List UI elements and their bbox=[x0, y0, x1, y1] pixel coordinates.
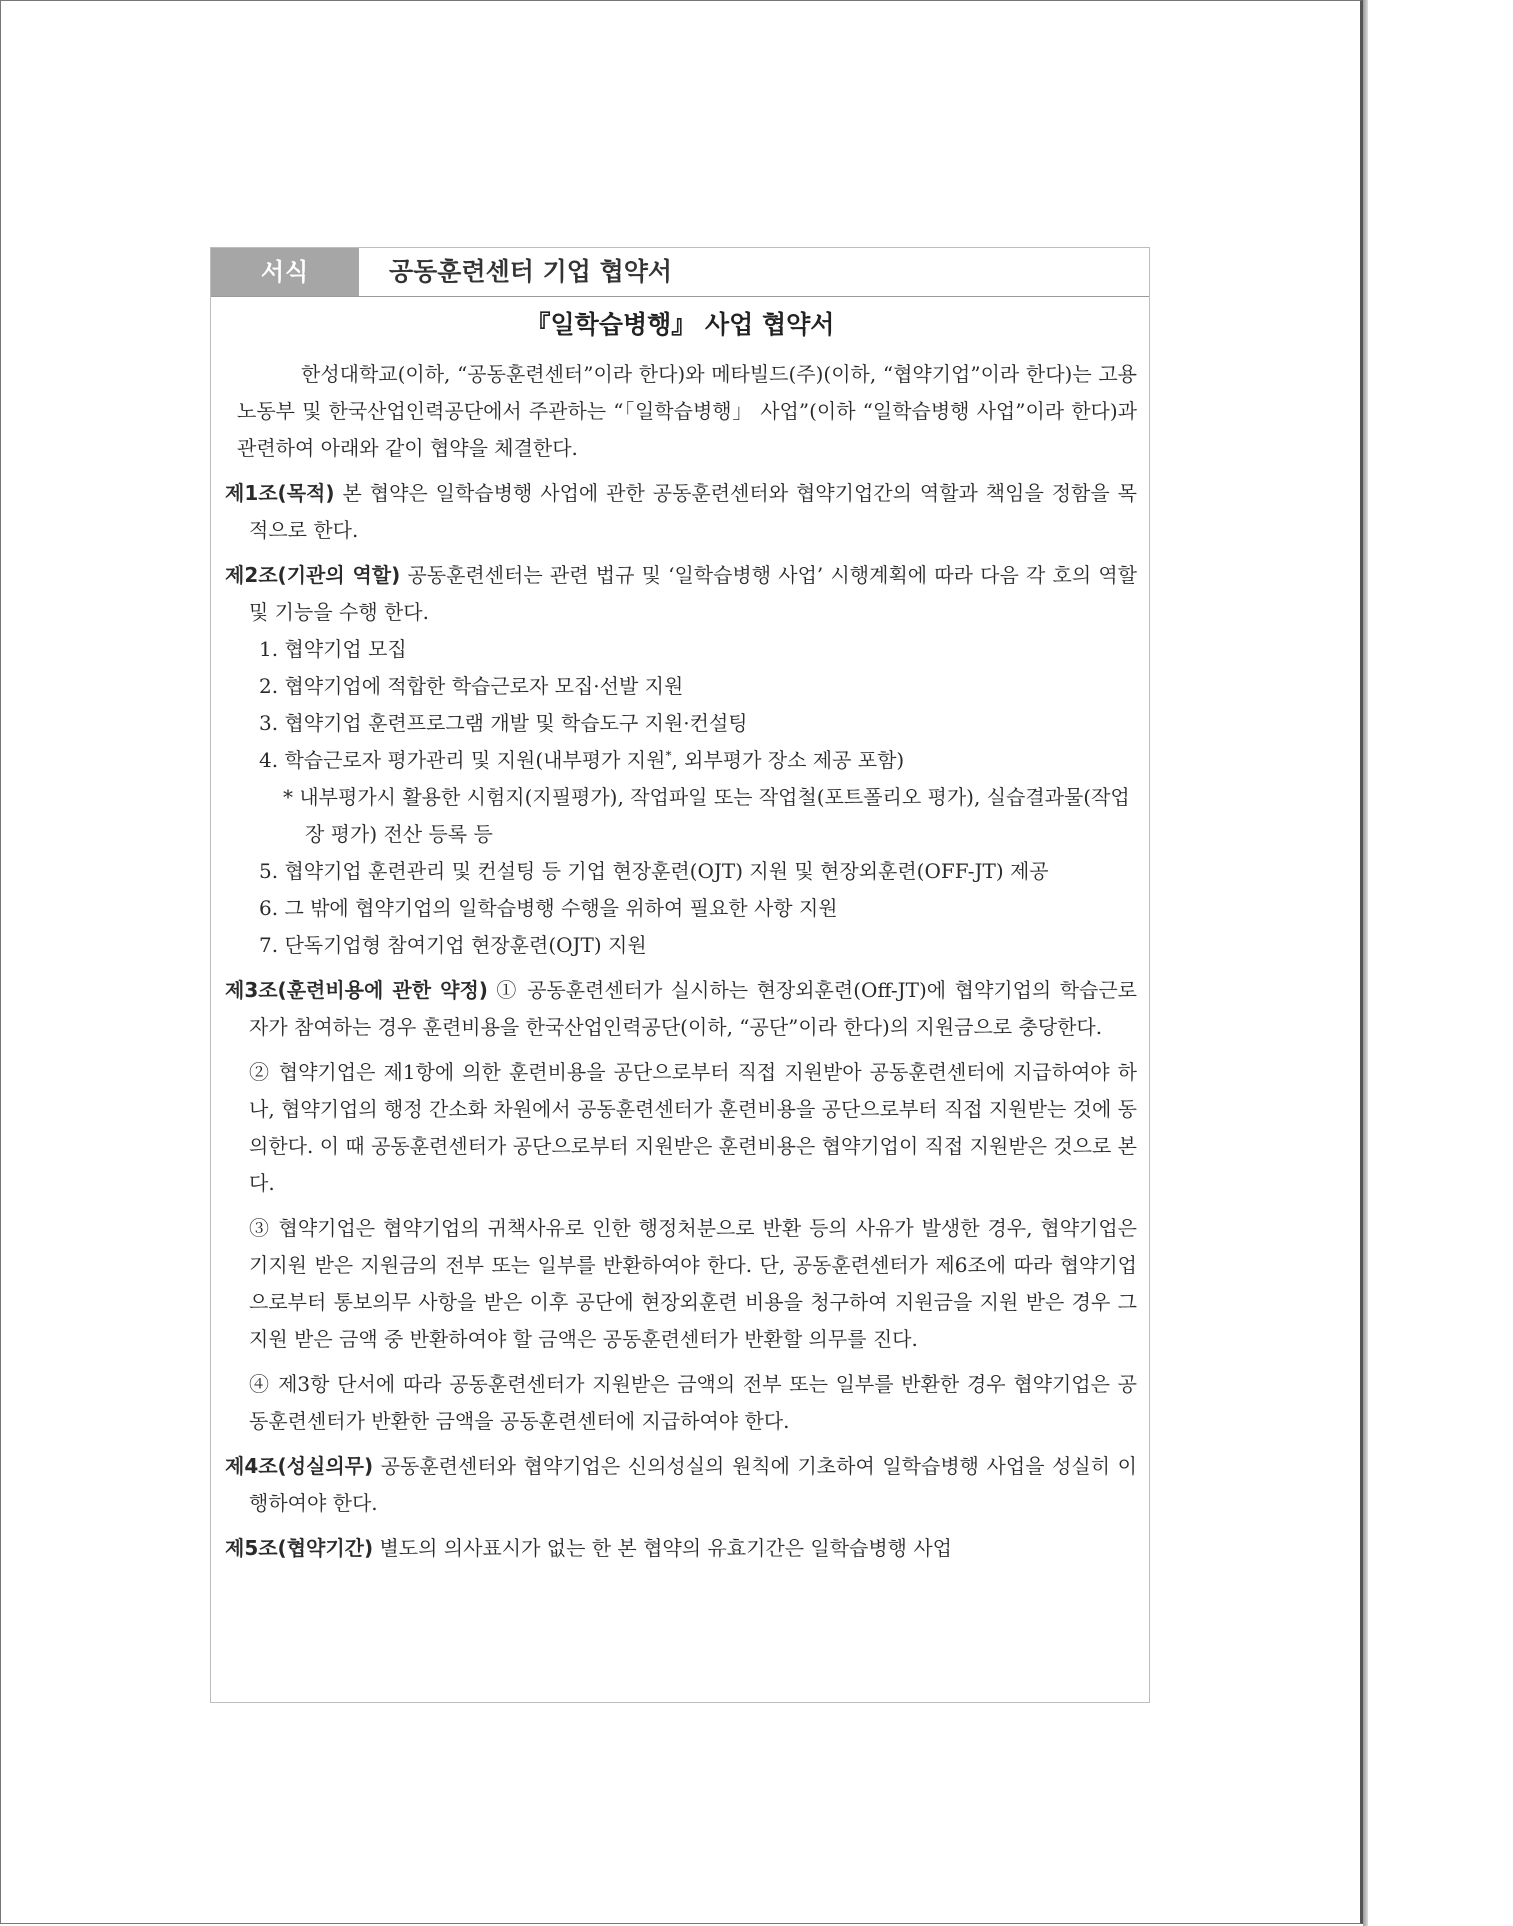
article-2-note: * 내부평가시 활용한 시험지(지필평가), 작업파일 또는 작업철(포트폴리오 평가), 실습결과물(작업장 평가) 전산 등록 등 bbox=[283, 785, 1130, 846]
article-3-paragraph-4: ④ 제3항 단서에 따라 공동훈련센터가 지원받은 금액의 전부 또는 일부를 반환한 경우 협약기업은 공동훈련센터가 반환한 금액을 공동훈련센터에 지급하여야 한다. bbox=[249, 1372, 1137, 1433]
agreement-form bbox=[210, 247, 1150, 1703]
article-3-paragraph-2: ② 협약기업은 제1항에 의한 훈련비용을 공단으로부터 직접 지원받아 공동훈련센터에 지급하여야 하나, 협약기업의 행정 간소화 차원에서 공동훈련센터가 훈련비용을 공단으로부터 직접 지원받는 것에 동의한다. 이 때 공동훈련센터가 공단으로부터 지원받은 훈련비용은 협약기업이 직접 지원받은 것으로 본다. bbox=[249, 1060, 1137, 1195]
article-4 bbox=[225, 1448, 1137, 1522]
article-3-heading: 제3조(훈련비용에 관한 약정) bbox=[225, 978, 488, 1002]
document-body bbox=[225, 356, 1137, 1575]
article-2-text: 공동훈련센터는 관련 법규 및 ‘일학습병행 사업’ 시행계획에 따라 다음 각 호의 역할 및 기능을 수행 한다. bbox=[249, 563, 1137, 624]
article-5 bbox=[225, 1530, 1137, 1567]
footnote-mark: * bbox=[665, 748, 672, 763]
article-1 bbox=[225, 475, 1137, 549]
article-2-item-5: 5. 협약기업 훈련관리 및 컨설팅 등 기업 현장훈련(OJT) 지원 및 현장외훈련(OFF-JT) 제공 bbox=[259, 859, 1049, 883]
article-4-heading: 제4조(성실의무) bbox=[225, 1454, 374, 1478]
article-2-item-6: 6. 그 밖에 협약기업의 일학습병행 수행을 위하여 필요한 사항 지원 bbox=[259, 896, 838, 920]
article-3-paragraph-3: ③ 협약기업은 협약기업의 귀책사유로 인한 행정처분으로 반환 등의 사유가 발생한 경우, 협약기업은 기지원 받은 지원금의 전부 또는 일부를 반환하여야 한다. 단, 공동훈련센터가 제6조에 따라 협약기업으로부터 통보의무 사항을 받은 이후 공단에 현장외훈련 비용을 청구하여 지원금을 지원 받은 경우 그 지원 받은 금액 중 반환하여야 할 금액은 공동훈련센터가 반환할 의무를 진다. bbox=[249, 1216, 1137, 1351]
article-5-heading: 제5조(협약기간) bbox=[225, 1536, 374, 1560]
article-2-item-2: 2. 협약기업에 적합한 학습근로자 모집·선발 지원 bbox=[259, 674, 684, 698]
article-3-text: ① 공동훈련센터가 실시하는 현장외훈련(Off-JT)에 협약기업의 학습근로자가 참여하는 경우 훈련비용을 한국산업인력공단(이하, “공단”이라 한다)의 지원금으로 충당한다. bbox=[249, 978, 1137, 1039]
page-edge-shadow bbox=[1363, 0, 1368, 1926]
article-5-text: 별도의 의사표시가 없는 한 본 협약의 유효기간은 일학습병행 사업 bbox=[373, 1536, 952, 1560]
article-3 bbox=[225, 972, 1137, 1046]
article-2-item-7: 7. 단독기업형 참여기업 현장훈련(OJT) 지원 bbox=[259, 933, 647, 957]
article-2-item-4-text: 4. 학습근로자 평가관리 및 지원(내부평가 지원 bbox=[259, 748, 666, 772]
article-2-heading: 제2조(기관의 역할) bbox=[225, 563, 401, 587]
article-2-item-4-tail: , 외부평가 장소 제공 포함) bbox=[671, 748, 905, 772]
article-2 bbox=[225, 557, 1137, 631]
article-1-heading: 제1조(목적) bbox=[225, 481, 335, 505]
article-2-item-1: 1. 협약기업 모집 bbox=[259, 637, 407, 661]
article-4-text: 공동훈련센터와 협약기업은 신의성실의 원칙에 기초하여 일학습병행 사업을 성실히 이행하여야 한다. bbox=[249, 1454, 1137, 1515]
form-label: 서식 bbox=[211, 248, 359, 296]
document-title: 『일학습병행』 사업 협약서 bbox=[525, 310, 835, 339]
intro-paragraph: 한성대학교(이하, “공동훈련센터”이라 한다)와 메타빌드(주)(이하, “협약기업”이라 한다)는 고용노동부 및 한국산업인력공단에서 주관하는 “「일학습병행」 사업”(이하 “일학습병행 사업”이라 한다)과 관련하여 아래와 같이 협약을 체결한다. bbox=[237, 362, 1137, 460]
form-header-title: 공동훈련센터 기업 협약서 bbox=[389, 257, 673, 286]
article-2-item-3: 3. 협약기업 훈련프로그램 개발 및 학습도구 지원·컨설팅 bbox=[259, 711, 748, 735]
article-2-item-4 bbox=[225, 742, 1137, 779]
form-header bbox=[211, 248, 1149, 297]
article-1-text: 본 협약은 일학습병행 사업에 관한 공동훈련센터와 협약기업간의 역할과 책임을 정함을 목적으로 한다. bbox=[249, 481, 1137, 542]
